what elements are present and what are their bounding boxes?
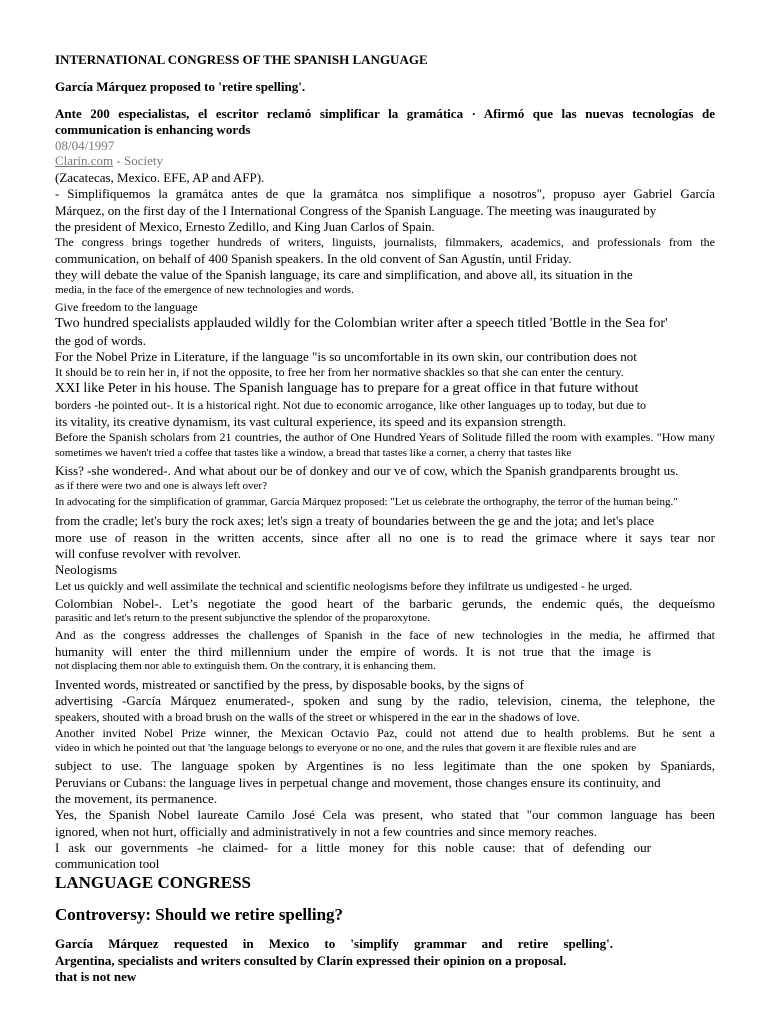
- body-line: Before the Spanish scholars from 21 countries, the author of One Hundred Years of Solitude filled the room with examples. "How many: [55, 430, 715, 444]
- source-line: [55, 154, 163, 167]
- body-line: media, in the face of the emergence of new technologies and words.: [55, 284, 354, 296]
- body-line: the god of words.: [55, 333, 146, 348]
- section-headline: Controversy: Should we retire spelling?: [55, 905, 344, 924]
- body-line: Yes, the Spanish Nobel laureate Camilo José Cela was present, who stated that "our common language has been: [55, 807, 715, 822]
- body-line: Let us quickly and well assimilate the technical and scientific neologisms before they infiltrate us undigested - he urged.: [55, 579, 633, 593]
- body-line: (Zacatecas, Mexico. EFE, AP and AFP).: [55, 170, 265, 185]
- body-line: communication, on behalf of 400 Spanish speakers. In the old convent of San Agustín, until Friday.: [55, 251, 572, 266]
- body-line: as if there were two and one is always left over?: [55, 480, 267, 492]
- body-line: more use of reason in the written accents, since after all no one is to read the grimace where it says tear nor: [55, 530, 715, 545]
- body-line: borders -he pointed out-. It is a historical right. Not due to economic arrogance, like other languages up to today, but due to: [55, 398, 647, 412]
- article-date: 08/04/1997: [55, 138, 115, 153]
- body-line: I ask our governments -he claimed- for a little money for this noble cause: that of defending our: [55, 840, 651, 855]
- source-link[interactable]: Clarín.com: [55, 153, 114, 168]
- body-line: Kiss? -she wondered-. And what about our be of donkey and our ve of cow, which the Spanish grandparents brought us.: [55, 463, 679, 478]
- body-line: Another invited Nobel Prize winner, the Mexican Octavio Paz, could not attend due to health problems. But he sent a: [55, 726, 715, 740]
- body-line: Two hundred specialists applauded wildly for the Colombian writer after a speech titled 'Bottle in the Sea for': [55, 316, 668, 331]
- page-title: INTERNATIONAL CONGRESS OF THE SPANISH LANGUAGE: [55, 52, 428, 67]
- body-line: For the Nobel Prize in Literature, if the language "is so uncomfortable in its own skin, our contribution does not: [55, 349, 637, 364]
- section-subheading: Neologisms: [55, 562, 118, 577]
- section-subhead-line: García Márquez requested in Mexico to 'simplify grammar and retire spelling'.: [55, 936, 613, 951]
- section-subhead-line: Argentina, specialists and writers consulted by Clarín expressed their opinion on a proposal.: [55, 953, 567, 968]
- body-line: It should be to rein her in, if not the opposite, to free her from her normative shackles so that she can enter the century.: [55, 365, 624, 379]
- body-line: the president of Mexico, Ernesto Zedillo, and King Juan Carlos of Spain.: [55, 219, 435, 234]
- body-line: - Simplifiquemos la gramátca antes de que la gramátca nos simplifique a nosotros", propuso ayer Gabriel García: [55, 186, 715, 201]
- body-line: And as the congress addresses the challenges of Spanish in the face of new technologies in the media, he affirmed that: [55, 628, 715, 642]
- body-line: the movement, its permanence.: [55, 791, 218, 806]
- body-line: its vitality, its creative dynamism, its vast cultural experience, its speed and its expansion strength.: [55, 414, 567, 429]
- body-line: humanity will enter the third millennium under the empire of words. It is not true that the image is: [55, 644, 651, 659]
- article-subhead-line: Ante 200 especialistas, el escritor reclamó simplificar la gramática · Afirmó que las nuevas tecnologías de: [55, 106, 715, 121]
- body-line: ignored, when not hurt, officially and administratively in not a few countries and since memory reaches.: [55, 824, 597, 839]
- body-line: Márquez, on the first day of the I International Congress of the Spanish Language. The meeting was inaugurated by: [55, 203, 657, 218]
- section-title: LANGUAGE CONGRESS: [55, 873, 252, 892]
- section-subhead-line: that is not new: [55, 969, 137, 984]
- body-line: from the cradle; let's bury the rock axes; let's sign a treaty of boundaries between the ge and the jota; and let's place: [55, 513, 655, 528]
- body-line: they will debate the value of the Spanish language, its care and simplification, and above all, its situation in the: [55, 267, 633, 282]
- body-line: In advocating for the simplification of grammar, García Márquez proposed: "Let us celebrate the orthography, the terror of the human being.": [55, 496, 678, 508]
- body-line: advertising -García Márquez enumerated-, spoken and sung by the radio, television, cinema, the telephone, the: [55, 693, 715, 708]
- source-section: - Society: [113, 153, 163, 168]
- body-line: parasitic and let's return to the present subjunctive the splendor of the proparoxytone.: [55, 612, 430, 624]
- body-line: speakers, shouted with a broad brush on the walls of the street or whispered in the ear in the shadows of love.: [55, 710, 580, 724]
- article-headline: García Márquez proposed to 'retire spelling'.: [55, 79, 306, 94]
- body-line: communication tool: [55, 856, 160, 871]
- body-line: sometimes we haven't tried a coffee that tastes like a window, a bread that tastes like a corner, a cherry that tastes like: [55, 447, 572, 459]
- body-line: XXI like Peter in his house. The Spanish language has to prepare for a great office in that future without: [55, 381, 639, 396]
- section-subheading: Give freedom to the language: [55, 300, 198, 314]
- article-subhead-line: communication is enhancing words: [55, 122, 251, 137]
- body-line: The congress brings together hundreds of writers, linguists, journalists, filmmakers, academics, and professionals from the: [55, 235, 715, 249]
- body-line: video in which he pointed out that 'the language belongs to everyone or no one, and the rules that govern it are flexible rules and are: [55, 742, 637, 754]
- body-line: Peruvians or Cubans: the language lives in perpetual change and movement, those changes ensure its continuity, and: [55, 775, 661, 790]
- body-line: not displacing them nor able to extinguish them. On the contrary, it is enhancing them.: [55, 660, 436, 672]
- body-line: will confuse revolver with revolver.: [55, 546, 241, 561]
- body-line: Colombian Nobel-. Let’s negotiate the good heart of the barbaric gerunds, the endemic qués, the dequeísmo: [55, 596, 715, 611]
- body-line: Invented words, mistreated or sanctified by the press, by disposable books, by the signs of: [55, 677, 524, 692]
- body-line: subject to use. The language spoken by Argentines is no less legitimate than the one spoken by Spaniards,: [55, 758, 715, 773]
